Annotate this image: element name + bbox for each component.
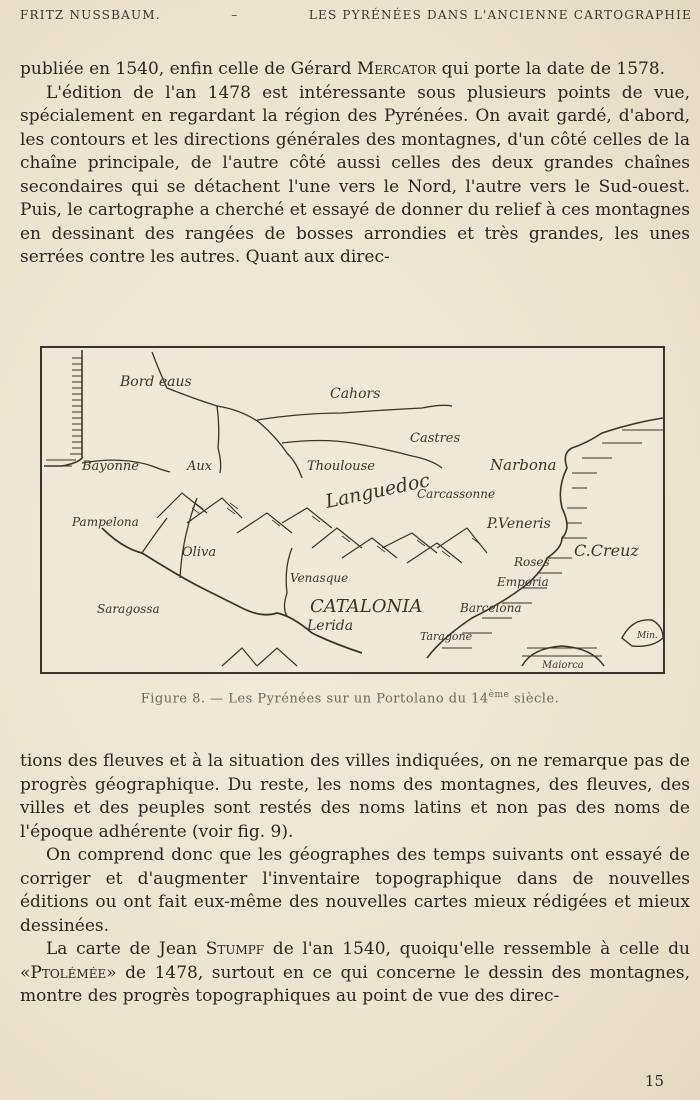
label-majorca: Maiorca bbox=[542, 660, 584, 671]
label-pveneris: P.Veneris bbox=[487, 516, 551, 532]
paragraph-3: tions des fleuves et à la situation des villes indiquées, on ne remarque pas de progrès géographique. Du reste, les noms des montagnes, des fleuves, des villes et des peuples sont restés des noms latins et non pas des noms de l'époque adhérente (voir fig. 9). bbox=[20, 751, 690, 842]
paragraph-2: L'édition de l'an 1478 est intéressante sous plusieurs points de vue, spécialement en regardant la région des Pyrénées. On avait gardé, d'abord, les contours et les directions générales des montagnes, d'un côté celles de la chaîne principale, de l'autre côté aussi celles des deux grandes chaînes secondaires qui se détachent l'une vers le Nord, l'autre vers le Sud-ouest. Puis, le cartographe a cherché et essayé de donner du relief à ces montagnes en dessinant des rangées de bosses arrondies et très grandes, les unes serrées contre les autres. Quant aux direc- bbox=[20, 82, 690, 267]
label-taragone: Taragone bbox=[420, 630, 473, 643]
label-thoulouse: Thoulouse bbox=[307, 459, 375, 474]
label-barcelona: Barcelona bbox=[460, 601, 522, 615]
label-aux: Aux bbox=[187, 459, 213, 474]
header-title: LES PYRÉNÉES DANS L'ANCIENNE CARTOGRAPHIE bbox=[308, 8, 692, 22]
label-narbona: Narbona bbox=[490, 456, 557, 474]
running-header bbox=[20, 8, 692, 22]
coast-hatching bbox=[46, 358, 82, 466]
label-catalonia: CATALONIA bbox=[310, 596, 423, 617]
label-minorca: Min. bbox=[637, 631, 658, 641]
label-languedoc: Languedoc bbox=[323, 469, 432, 513]
figure-caption: Figure 8. — Les Pyrénées sur un Portolano du 14ème siècle. bbox=[140, 690, 560, 707]
label-bayonne: Bayonne bbox=[82, 459, 139, 474]
paragraph-4: On comprend donc que les géographes des temps suivants ont essayé de corriger et d'augmenter l'inventaire topographique dans de nouvelles éditions ou ont fait eux-même des nouvelles cartes mieux rédigées et mieux dessinées. bbox=[20, 845, 690, 936]
label-lerida: Lerida bbox=[307, 618, 354, 634]
header-dash: – bbox=[231, 8, 239, 22]
page-number: 15 bbox=[644, 1072, 664, 1090]
name-mercator: Mercator bbox=[356, 59, 437, 79]
label-saragossa: Saragossa bbox=[97, 602, 160, 616]
label-castres: Castres bbox=[410, 431, 461, 446]
label-ccreuz: C.Creuz bbox=[574, 541, 639, 560]
label-emporia: Emporia bbox=[497, 575, 549, 589]
name-stumpf: Stumpf bbox=[205, 939, 265, 959]
text-block-top bbox=[20, 58, 690, 270]
figure-8-map bbox=[40, 346, 665, 674]
header-author: FRITZ NUSSBAUM. bbox=[20, 8, 161, 22]
portolano-map-drawing bbox=[42, 348, 663, 672]
text-block-bottom bbox=[20, 750, 690, 1009]
paragraph-5: La carte de Jean Stumpf de l'an 1540, quoiqu'elle ressemble à celle du «Ptolémée» de 1478, surtout en ce qui concerne le dessin des montagnes, montre des progrès topographiques au point de vue des direc- bbox=[20, 939, 690, 1006]
name-ptolemee: Ptolémée bbox=[30, 962, 107, 983]
label-bordeaux: Bord eaus bbox=[120, 374, 192, 390]
paragraph-1: publiée en 1540, enfin celle de Gérard Mercator qui porte la date de 1578. bbox=[20, 59, 666, 79]
label-cahors: Cahors bbox=[330, 386, 381, 402]
label-carcassonne: Carcassonne bbox=[417, 487, 496, 501]
label-roses: Roses bbox=[514, 555, 550, 569]
label-oliva: Oliva bbox=[182, 545, 217, 560]
label-pampelona: Pampelona bbox=[72, 515, 139, 529]
label-venasque: Venasque bbox=[290, 571, 349, 585]
